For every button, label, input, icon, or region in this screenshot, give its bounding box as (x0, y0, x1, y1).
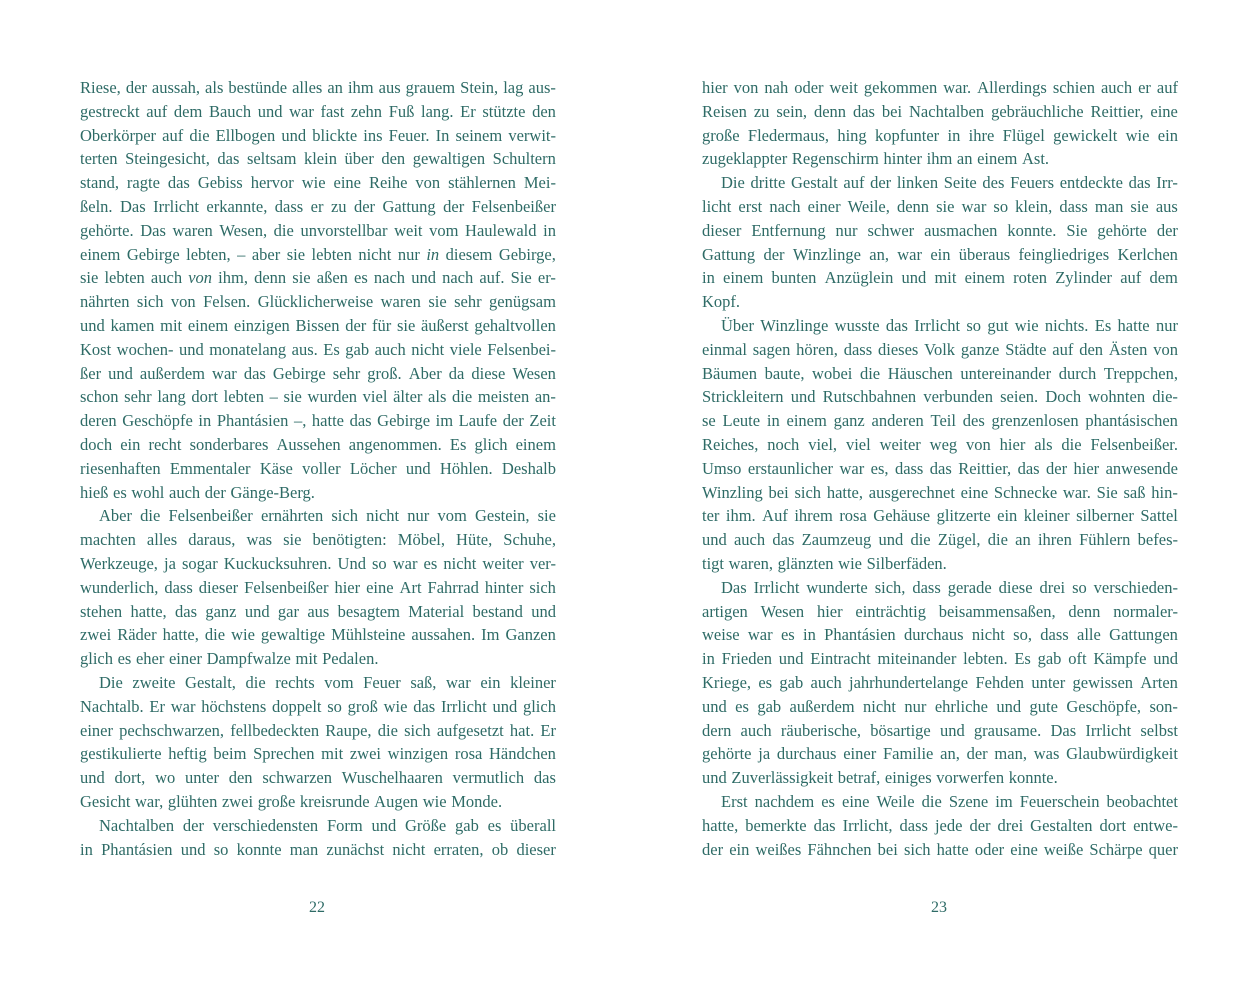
text-line: Die zweite Gestalt, die rechts vom Feuer saß, war ein kleiner (99, 672, 556, 692)
text-line: licht erst nach einer Weile, denn sie war so klein, dass man sie aus (702, 196, 1178, 216)
text-line: Bäumen baute, wobei die Häuschen untereinander durch Treppchen, (702, 363, 1178, 383)
text-line: der ein weißes Fähnchen bei sich hatte oder eine weiße Schärpe quer (702, 839, 1178, 859)
text-line: wunderlich, dass dieser Felsenbeißer hier eine Art Fahrrad hinter sich (80, 577, 556, 597)
text-line: ßer und außerdem war das Gebirge sehr groß. Aber da diese Wesen (80, 363, 556, 383)
text-line: glich es eher einer Dampfwalze mit Pedalen. (80, 649, 379, 669)
text-line: zwei Räder hatte, die wie gewaltige Mühlsteine aussahen. Im Ganzen (80, 625, 556, 645)
text-line: Werkzeuge, ja sogar Kuckucksuhren. Und so war es nicht weiter ver- (80, 553, 556, 573)
page-number-right: 23 (931, 899, 947, 916)
text-line: nährten sich von Felsen. Glücklicherweise waren sie sehr genügsam (80, 292, 556, 312)
text-line: und es gab außerdem nicht nur ehrliche und gute Geschöpfe, son- (702, 696, 1178, 716)
text-line: sie lebten auch von ihm, denn sie aßen es nach und nach auf. Sie er- (80, 268, 556, 288)
text-line: ßeln. Das Irrlicht erkannte, dass er zu der Gattung der Felsenbeißer (80, 196, 556, 216)
text-line: dern auch räuberische, bösartige und grausame. Das Irrlicht selbst (702, 720, 1178, 740)
text-line: gestikulierte heftig beim Sprechen mit zwei winzigen rosa Händchen (80, 744, 556, 764)
text-line: weise war es in Phantásien durchaus nicht so, dass alle Gattungen (702, 625, 1178, 645)
text-line: in Phantásien und so konnte man zunächst nicht erraten, ob dieser (80, 839, 556, 859)
text-line: einer pechschwarzen, fellbedeckten Raupe, die sich aufgesetzt hat. Er (80, 720, 556, 740)
text-line: hier von nah oder weit gekommen war. Allerdings schien auch er auf (702, 78, 1178, 97)
text-line: Reiches, noch viel, viel weiter weg von hier als die Felsenbeißer. (702, 434, 1178, 454)
text-line: dieser Entfernung nur schwer ausmachen konnte. Sie gehörte der (702, 220, 1178, 240)
text-line: hatte, bemerkte das Irrlicht, dass jede der drei Gestalten dort entwe- (702, 815, 1178, 835)
text-line: ter ihm. Auf ihrem rosa Gehäuse glitzerte ein kleiner silberner Sattel (702, 506, 1178, 526)
text-line: in Frieden und Eintracht miteinander lebten. Es gab oft Kämpfe und (702, 649, 1178, 669)
text-line: se Leute in einem ganz anderen Teil des grenzenlosen phantásischen (702, 411, 1178, 431)
text-line: doch ein recht sonderbares Aussehen angenommen. Es glich einem (80, 434, 556, 454)
text-line: und auch das Zaumzeug und die Zügel, die an ihren Fühlern befes- (702, 530, 1178, 550)
text-line: Nachtalben der verschiedensten Form und Größe gab es überall (99, 815, 556, 835)
text-line: Über Winzlinge wusste das Irrlicht so gut wie nichts. Es hatte nur (721, 315, 1178, 335)
text-line: einmal sagen hören, dass dieses Volk ganze Städte auf den Ästen von (702, 339, 1178, 359)
text-line: Winzling bei sich hatte, ausgerechnet eine Schnecke war. Sie saß hin- (702, 482, 1178, 502)
text-line: artigen Wesen hier einträchtig beisammensaßen, denn normaler- (702, 601, 1178, 621)
text-line: Gesicht war, glühten zwei große kreisrunde Augen wie Monde. (80, 791, 503, 811)
text-line: Aber die Felsenbeißer ernährten sich nicht nur vom Gestein, sie (99, 506, 556, 526)
text-line: Umso erstaunlicher war es, dass das Reittier, das der hier anwesende (702, 458, 1178, 478)
text-line: in einem bunten Anzüglein und mit einem roten Zylinder auf dem (702, 268, 1178, 288)
text-line: Oberkörper auf die Ellbogen und blickte ins Feuer. In seinem verwit- (80, 125, 556, 145)
left-page-text (80, 76, 556, 861)
text-line: deren Geschöpfe in Phantásien –, hatte das Gebirge im Laufe der Zeit (80, 411, 556, 431)
text-line: terten Steingesicht, das seltsam klein über den gewaltigen Schultern (80, 149, 556, 169)
text-line: tigt waren, glänzten wie Silberfäden. (702, 553, 947, 573)
right-page-text (702, 76, 1178, 861)
text-line: Nachtalb. Er war höchstens doppelt so groß wie das Irrlicht und glich (80, 696, 556, 716)
text-line: machten alles daraus, was sie benötigten: Möbel, Hüte, Schuhe, (80, 530, 556, 550)
text-line: gehörte ja durchaus einer Familie an, der man, was Glaubwürdigkeit (702, 744, 1178, 764)
text-line: Reisen zu sein, denn das bei Nachtalben gebräuchliche Reittier, eine (702, 101, 1178, 121)
text-line: Erst nachdem es eine Weile die Szene im Feuerschein beobachtet (721, 791, 1178, 811)
text-line: und Zuverlässigkeit betraf, einiges vorwerfen konnte. (702, 768, 1058, 788)
text-line: gehörte. Das waren Wesen, die unvorstellbar weit vom Haulewald in (80, 220, 556, 240)
text-line: Kost wochen- und monatelang aus. Es gab auch nicht viele Felsenbei- (80, 339, 556, 359)
text-line: riesenhaften Emmentaler Käse voller Löcher und Höhlen. Deshalb (80, 458, 556, 478)
text-line: Strickleitern und Rutschbahnen verbunden seien. Doch wohnten die- (702, 387, 1178, 407)
text-line: zugeklappter Regenschirm hinter ihm an einem Ast. (702, 149, 1050, 169)
text-line: große Fledermaus, hing kopfunter in ihre Flügel gewickelt wie ein (702, 125, 1178, 145)
text-line: schon sehr lang dort lebten – sie wurden viel älter als die meisten an- (80, 387, 556, 407)
text-line: hieß es wohl auch der Gänge-Berg. (80, 482, 315, 502)
text-line: Gattung der Winzlinge an, war ein überaus feingliedriges Kerlchen (702, 244, 1178, 264)
text-line: gestreckt auf dem Bauch und war fast zehn Fuß lang. Er stützte den (80, 101, 556, 121)
text-line: einem Gebirge lebten, – aber sie lebten nicht nur in diesem Gebirge, (80, 244, 556, 264)
text-line: und dort, wo unter den schwarzen Wuschelhaaren vermutlich das (80, 768, 556, 788)
text-line: stehen hatte, das ganz und gar aus besagtem Material bestand und (80, 601, 556, 621)
text-line: und kamen mit einem einzigen Bissen der für sie äußerst gehaltvollen (80, 315, 556, 335)
text-line: Das Irrlicht wunderte sich, dass gerade diese drei so verschieden- (721, 577, 1178, 597)
text-line: Kopf. (702, 292, 741, 312)
text-line: Kriege, es gab auch jahrhundertelange Fehden unter gewissen Arten (702, 672, 1178, 692)
text-line: stand, ragte das Gebiss hervor wie eine Reihe von stählernen Mei- (80, 173, 556, 193)
text-line: Riese, der aussah, als bestünde alles an ihm aus grauem Stein, lag aus- (80, 78, 556, 97)
page-number-left: 22 (309, 899, 325, 916)
text-line: Die dritte Gestalt auf der linken Seite des Feuers entdeckte das Irr- (721, 173, 1178, 193)
